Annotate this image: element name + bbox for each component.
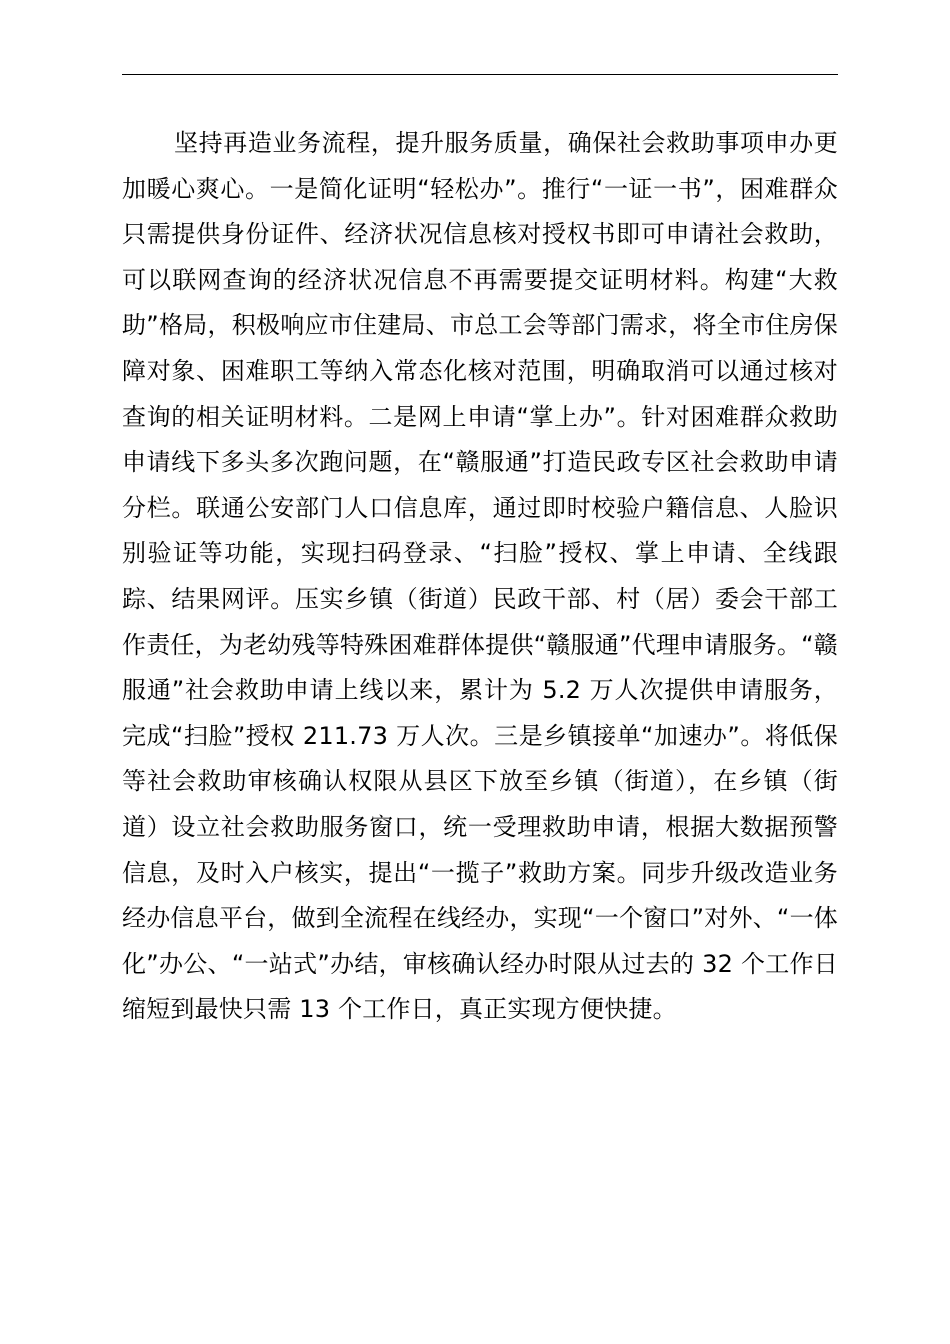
body-paragraph: 坚持再造业务流程，提升服务质量，确保社会救助事项申办更加暖心爽心。一是简化证明“轻松办”。推行“一证一书”，困难群众只需提供身份证件、经济状况信息核对授权书即可申请社会救助，可以联网查询的经济状况信息不再需要提交证明材料。构建“大救助”格局，积极响应市住建局、市总工会等部门需求，将全市住房保障对象、困难职工等纳入常态化核对范围，明确取消可以通过核对查询的相关证明材料。二是网上申请“掌上办”。针对困难群众救助申请线下多头多次跑问题，在“赣服通”打造民政专区社会救助申请分栏。联通公安部门人口信息库，通过即时校验户籍信息、人脸识别验证等功能，实现扫码登录、“扫脸”授权、掌上申请、全线跟踪、结果网评。压实乡镇（街道）民政干部、村（居）委会干部工作责任，为老幼残等特殊困难群体提供“赣服通”代理申请服务。“赣服通”社会救助申请上线以来，累计为 5.2 万人次提供申请服务，完成“扫脸”授权 211.73 万人次。三是乡镇接单“加速办”。将低保等社会救助审核确认权限从县区下放至乡镇（街道），在乡镇（街道）设立社会救助服务窗口，统一受理救助申请，根据大数据预警信息，及时入户核实，提出“一揽子”救助方案。同步升级改造业务经办信息平台，做到全流程在线经办，实现“一个窗口”对外、“一体化”办公、“一站式”办结，审核确认经办时限从过去的 32 个工作日缩短到最快只需 13 个工作日，真正实现方便快捷。 [122, 129, 838, 1024]
header-rule [122, 74, 838, 75]
